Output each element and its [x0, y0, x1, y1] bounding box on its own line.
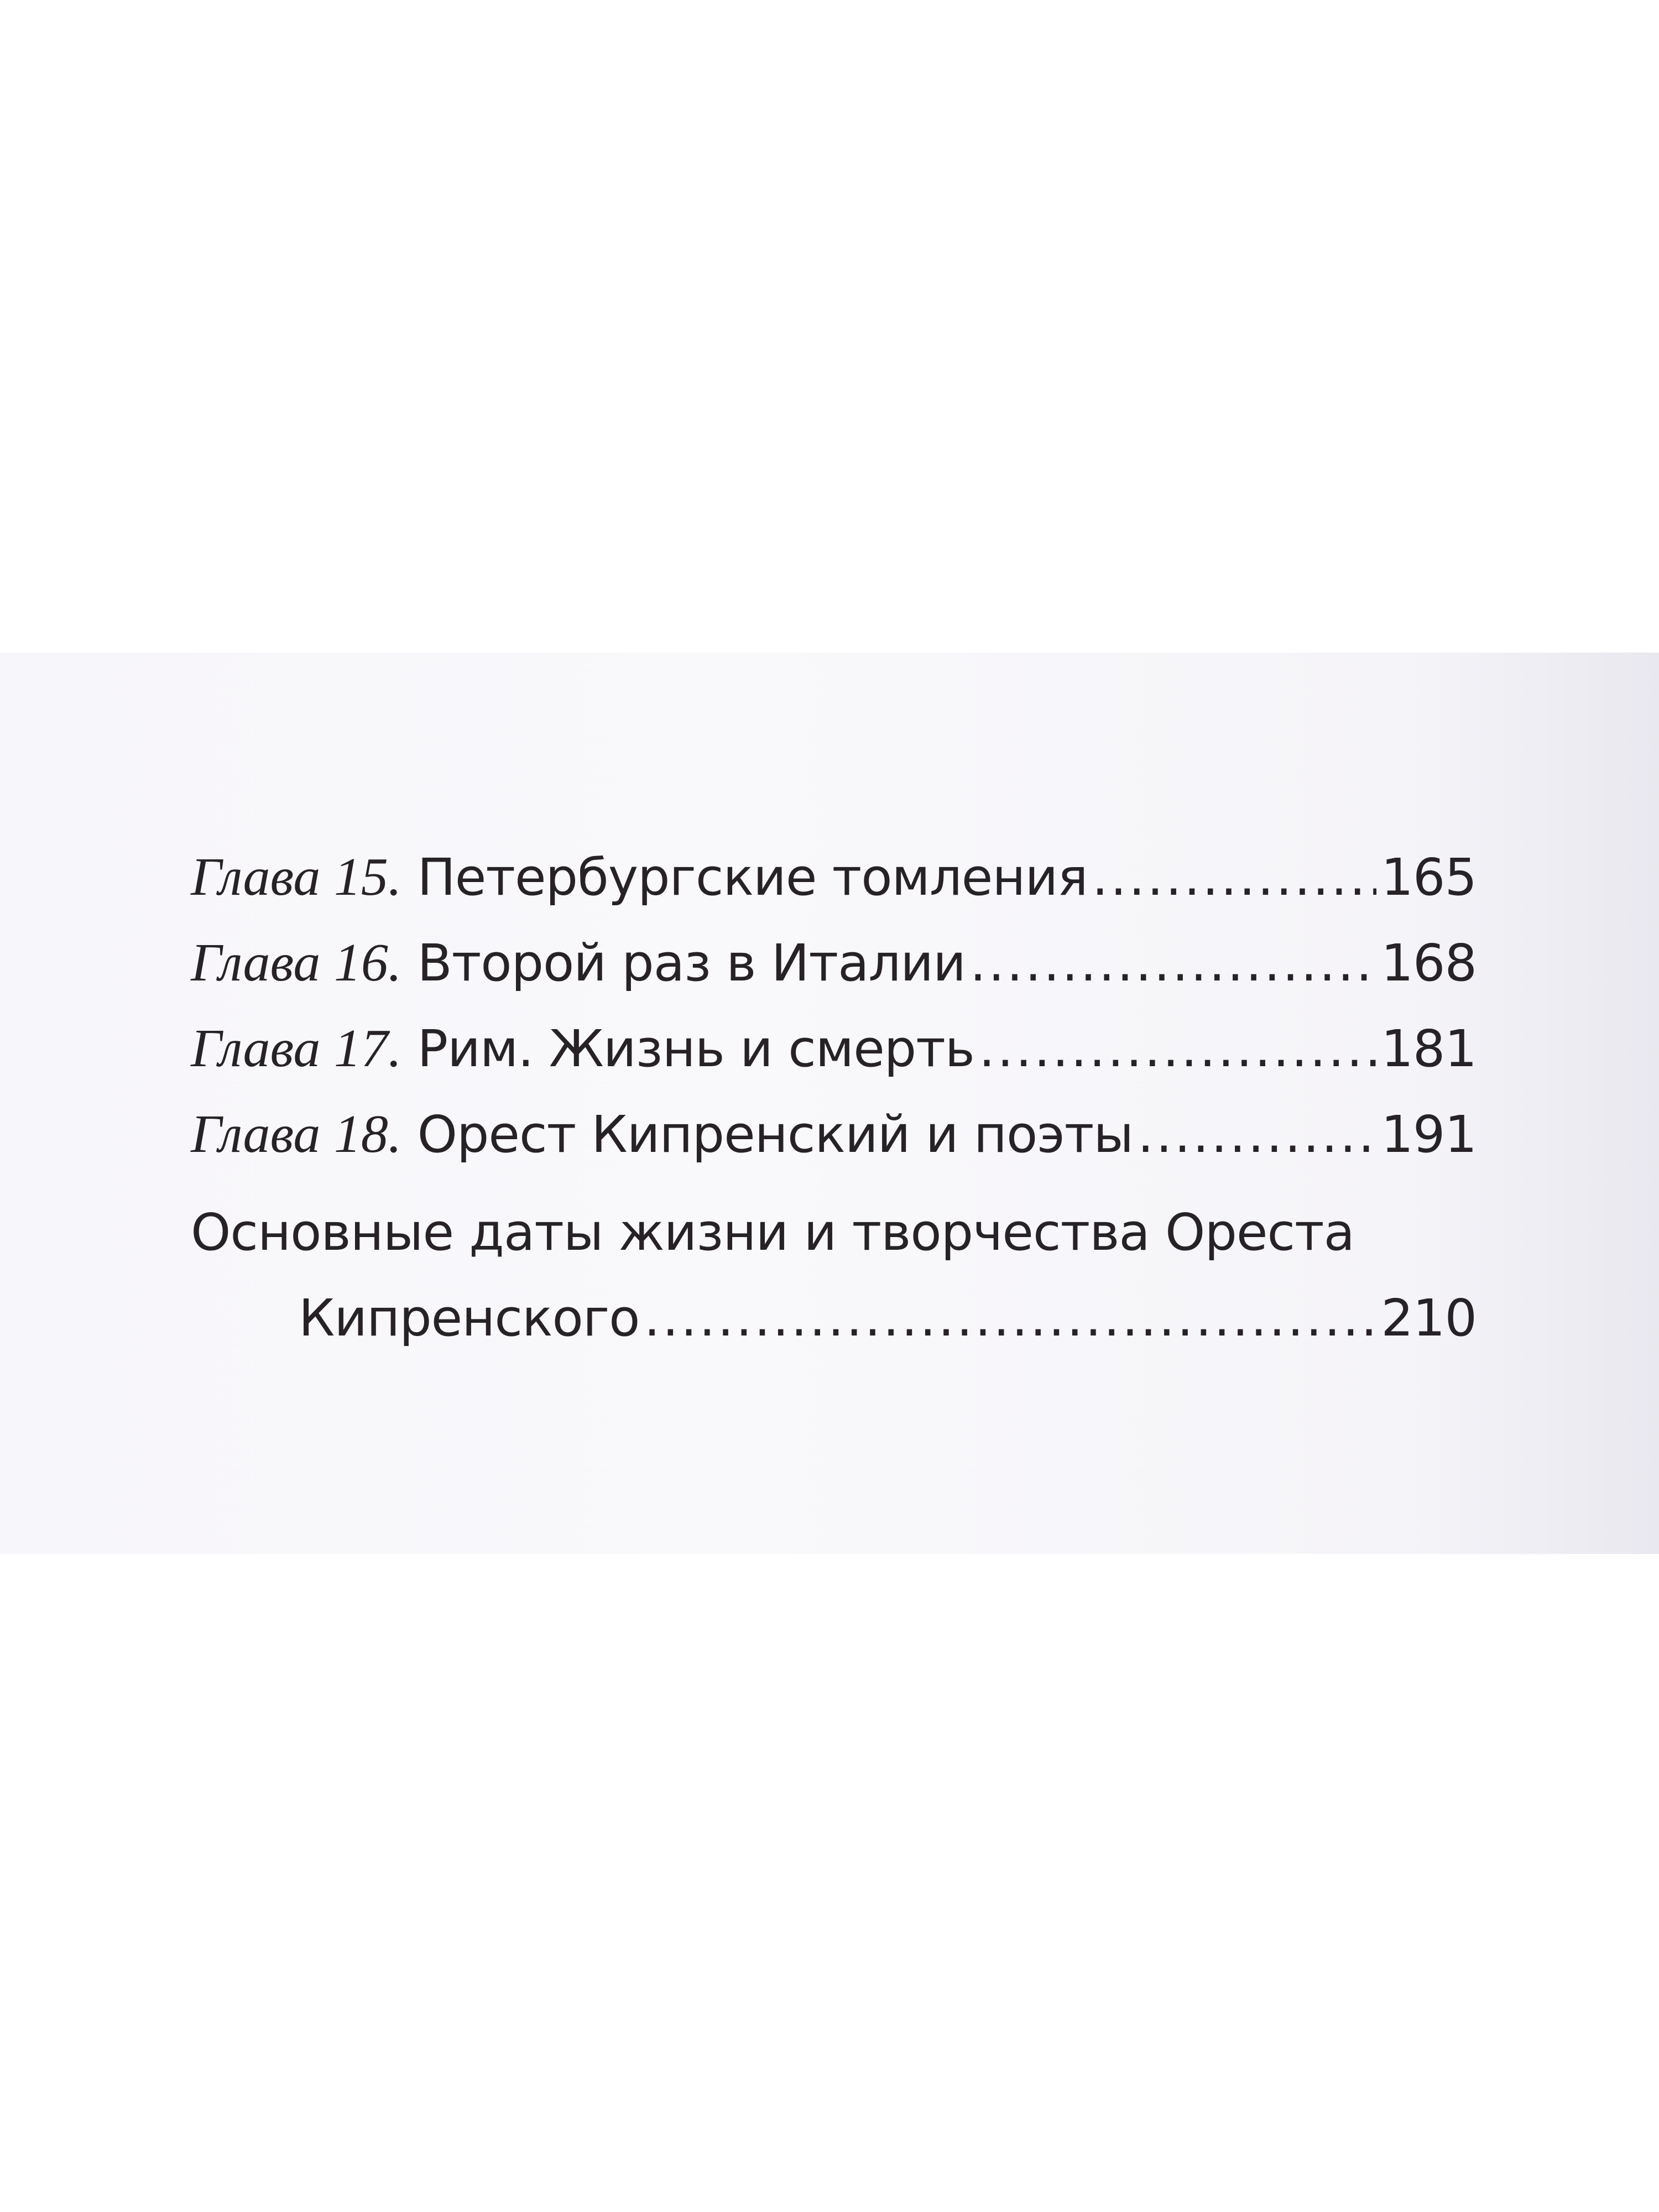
page-number: 181	[1381, 1019, 1477, 1078]
chapter-label: Глава 17	[191, 1019, 388, 1078]
chapter-title: Рим. Жизнь и смерть	[417, 1019, 975, 1078]
chapter-label: Глава 16	[191, 933, 388, 993]
appendix-title-line-2: Кипренского	[299, 1288, 640, 1348]
dot-leader	[979, 1019, 1376, 1078]
chapter-separator: .	[388, 847, 402, 907]
chapter-label: Глава 15	[191, 847, 388, 907]
page-number: 168	[1381, 933, 1477, 993]
appendix-title-line-1: Основные даты жизни и творчества Ореста	[191, 1203, 1354, 1262]
chapter-label: Глава 18	[191, 1104, 388, 1164]
toc-entry-appendix[interactable]	[191, 1203, 1477, 1374]
chapter-title: Петербургские томления	[417, 848, 1088, 907]
dot-leader	[970, 933, 1377, 993]
dot-leader	[1138, 1105, 1376, 1164]
chapter-separator: .	[388, 933, 402, 993]
page-number: 165	[1381, 848, 1477, 907]
chapter-separator: .	[388, 1104, 402, 1164]
appendix-title-row	[191, 1288, 1477, 1374]
toc-entry-chapter-15[interactable]	[191, 846, 1477, 932]
chapter-title: Орест Кипренский и поэты	[417, 1105, 1134, 1164]
table-of-contents	[191, 846, 1477, 1374]
dot-leader	[1092, 848, 1377, 907]
chapter-separator: .	[388, 1019, 402, 1078]
page-number: 191	[1381, 1105, 1477, 1164]
toc-entry-chapter-17[interactable]	[191, 1018, 1477, 1103]
page-number: 210	[1381, 1288, 1477, 1348]
toc-entry-chapter-18[interactable]	[191, 1103, 1477, 1189]
scanned-page	[0, 653, 1659, 1554]
dot-leader	[644, 1288, 1376, 1348]
chapter-title: Второй раз в Италии	[417, 933, 966, 993]
toc-entry-chapter-16[interactable]	[191, 932, 1477, 1018]
